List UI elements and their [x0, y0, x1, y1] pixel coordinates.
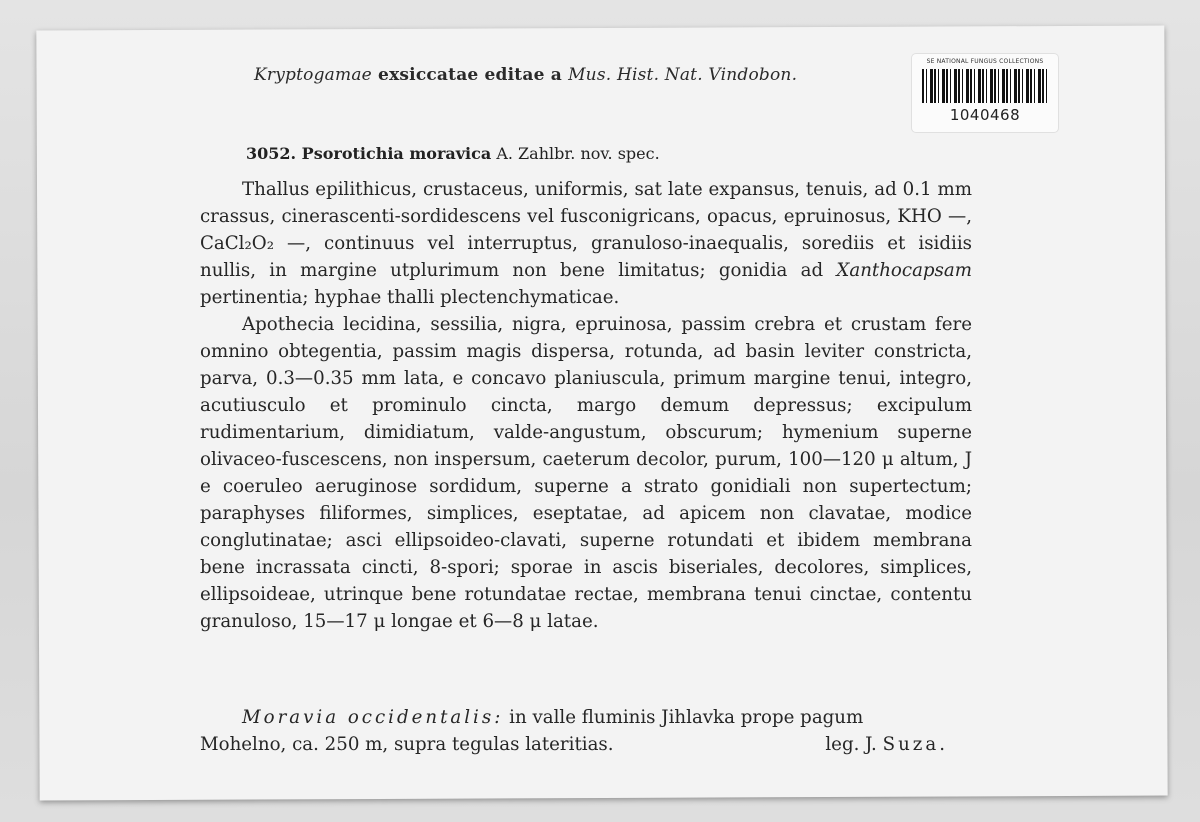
thallus-paragraph — [200, 176, 972, 311]
header-editae: exsiccatae editae a — [378, 65, 562, 85]
locality-line-2 — [200, 731, 972, 758]
species-author: A. Zahlbr. nov. spec. — [496, 144, 660, 163]
collector-credit — [825, 731, 948, 758]
barcode-number: 1040468 — [949, 106, 1021, 124]
leg-prefix: leg. J. — [825, 734, 877, 755]
locality-region: Moravia occidentalis: — [242, 707, 504, 728]
locality-site: Mohelno, ca. 250 m, supra tegulas lateritias. — [200, 734, 614, 755]
header-museum: Mus. Hist. Nat. Vindobon. — [568, 65, 798, 85]
gonidia-genus: Xanthocapsam — [836, 260, 972, 281]
thallus-text: Thallus epilithicus, crustaceus, uniformis, sat late expansus, tenuis, ad 0.1 mm crassus, cinerascenti-sordidescens vel fusconigricans, opacus, epruinosus, KHO —, CaCl₂O₂ —, continuus vel interruptus, granuloso-inaequalis, sorediis et isidiis nullis, in margine utplurimum non bene limitatus; gonidia ad — [200, 179, 972, 281]
species-description — [200, 176, 972, 635]
collector-name: Suza. — [882, 734, 948, 755]
species-number-name: 3052. Psorotichia moravica — [246, 144, 492, 163]
series-header — [254, 65, 797, 85]
locality-line-1 — [200, 704, 972, 731]
barcode-icon — [922, 69, 1048, 103]
barcode-sticker — [912, 54, 1058, 132]
species-title — [246, 144, 660, 163]
locality-detail: in valle fluminis Jihlavka prope pagum — [509, 707, 864, 728]
barcode-org-text: SE NATIONAL FUNGUS COLLECTIONS — [926, 58, 1044, 65]
header-series: Kryptogamae — [254, 65, 372, 85]
thallus-text-end: pertinentia; hyphae thalli plectenchymaticae. — [200, 287, 620, 308]
locality-block — [200, 704, 972, 758]
apothecia-paragraph: Apothecia lecidina, sessilia, nigra, epruinosa, passim crebra et crustam fere omnino obtegentia, passim magis dispersa, rotunda, ad basin leviter constricta, parva, 0.3—0.35 mm lata, e concavo planiuscula, primum margine tenui, integro, acutiusculo et prominulo cincta, margo demum depressus; excipulum rudimentarium, dimidiatum, valde-angustum, obscurum; hymenium superne olivaceo-fuscescens, non inspersum, caeterum decolor, purum, 100—120 μ altum, J e coeruleo aeruginose sordidum, superne a strato gonidiali non supertectum; paraphyses filiformes, simplices, eseptatae, ad apicem non clavatae, modice conglutinatae; asci ellipsoideo-clavati, superne rotundati et ibidem membrana bene incrassata cincti, 8-spori; sporae in ascis biseriales, decolores, simplices, ellipsoideae, utrinque bene rotundatae rectae, membrana tenui cinctae, contentu granuloso, 15—17 μ longae et 6—8 μ latae. — [200, 314, 972, 632]
